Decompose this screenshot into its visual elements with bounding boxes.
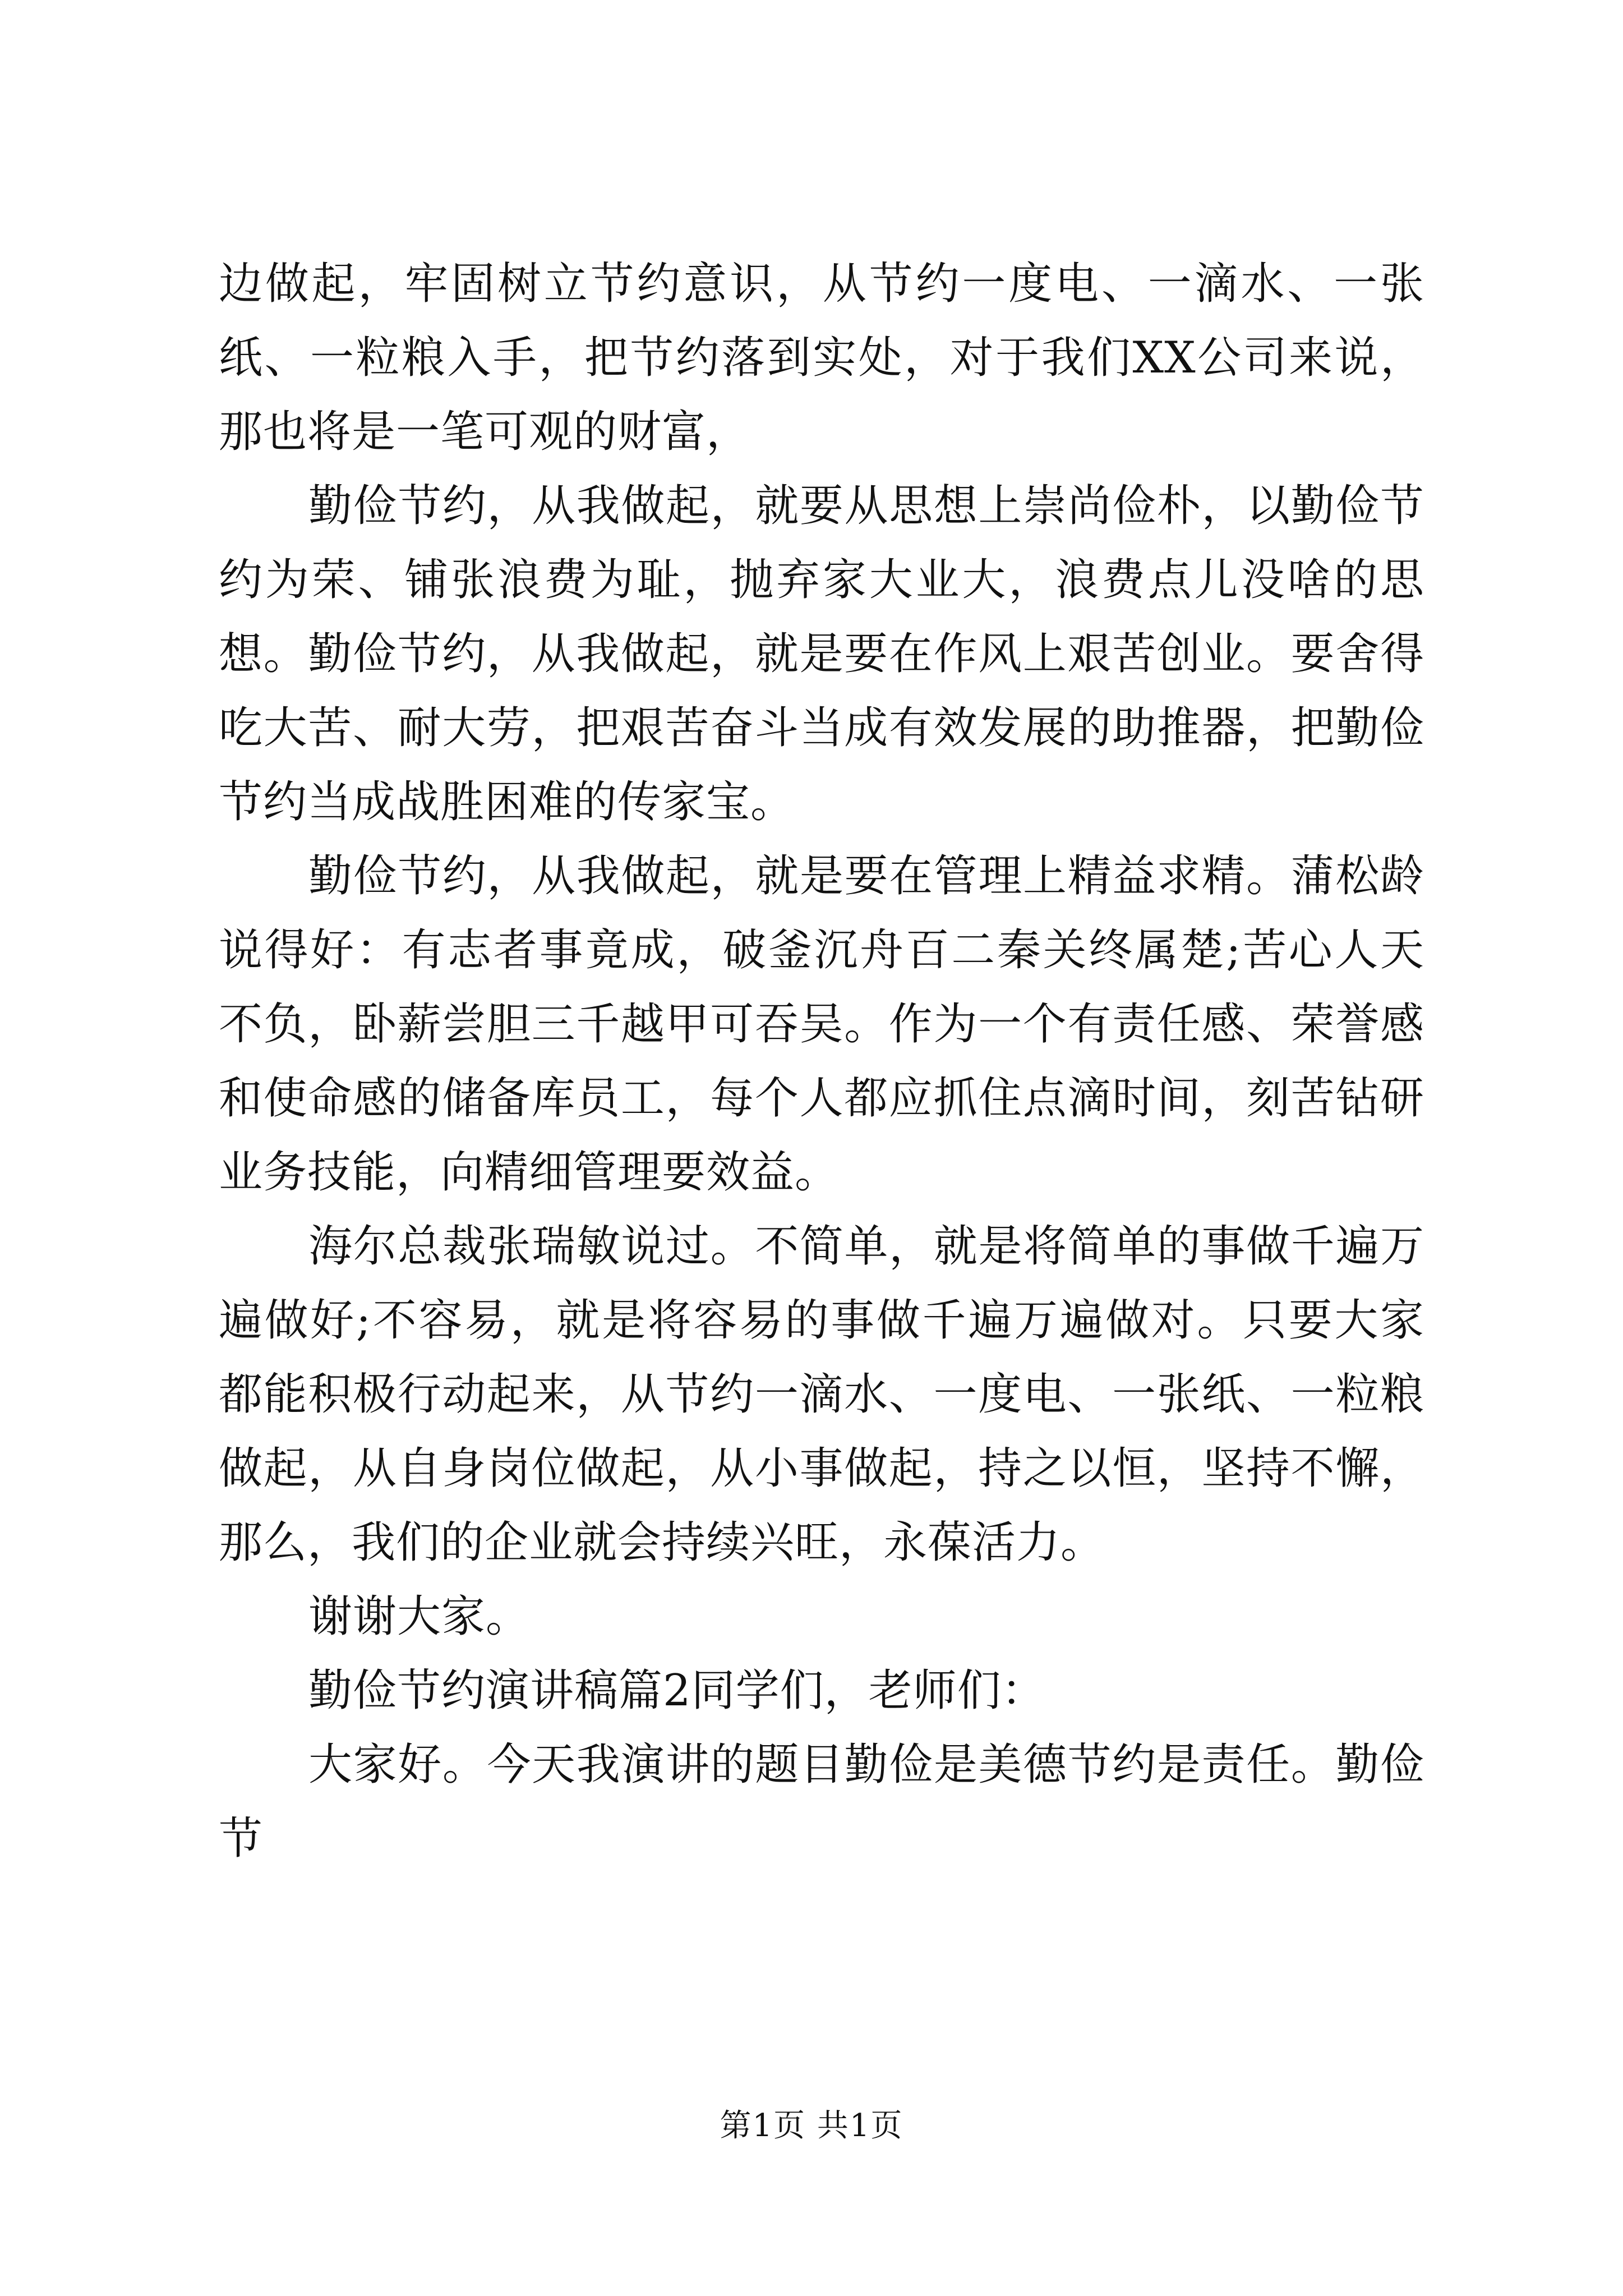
page-footer: 第1页 共1页: [720, 2108, 903, 2144]
paragraph-1: 边做起，牢固树立节约意识，从节约一度电、一滴水、一张纸、一粒粮入手，把节约落到实处，对于我们XX公司来说，那也将是一笔可观的财富，: [219, 259, 1424, 457]
paragraph-6: 勤俭节约演讲稿篇2同学们，老师们：: [308, 1665, 1046, 1716]
paragraph-3: 勤俭节约，从我做起，就是要在管理上精益求精。蒲松龄说得好：有志者事竟成，破釜沉舟百二秦关终属楚;苦心人天不负，卧薪尝胆三千越甲可吞吴。作为一个有责任感、荣誉感和使命感的储备库员工，每个人都应抓住点滴时间，刻苦钻研业务技能，向精细管理要效益。: [219, 851, 1424, 1198]
paragraph-2: 勤俭节约，从我做起，就要从思想上崇尚俭朴，以勤俭节约为荣、铺张浪费为耻，抛弃家大业大，浪费点儿没啥的思想。勤俭节约，从我做起，就是要在作风上艰苦创业。要舍得吃大苦、耐大劳，把艰苦奋斗当成有效发展的助推器，把勤俭节约当成战胜困难的传家宝。: [219, 481, 1424, 827]
paragraph-4: 海尔总裁张瑞敏说过。不简单，就是将简单的事做千遍万遍做好;不容易，就是将容易的事做千遍万遍做对。只要大家都能积极行动起来，从节约一滴水、一度电、一张纸、一粒粮做起，从自身岗位做起，从小事做起，持之以恒，坚持不懈，那么，我们的企业就会持续兴旺，永葆活力。: [219, 1221, 1424, 1568]
document-body: [219, 247, 1424, 1876]
paragraph-5: 谢谢大家。: [308, 1591, 531, 1642]
paragraph-7: 大家好。今天我演讲的题目勤俭是美德节约是责任。勤俭节: [219, 1740, 1424, 1864]
